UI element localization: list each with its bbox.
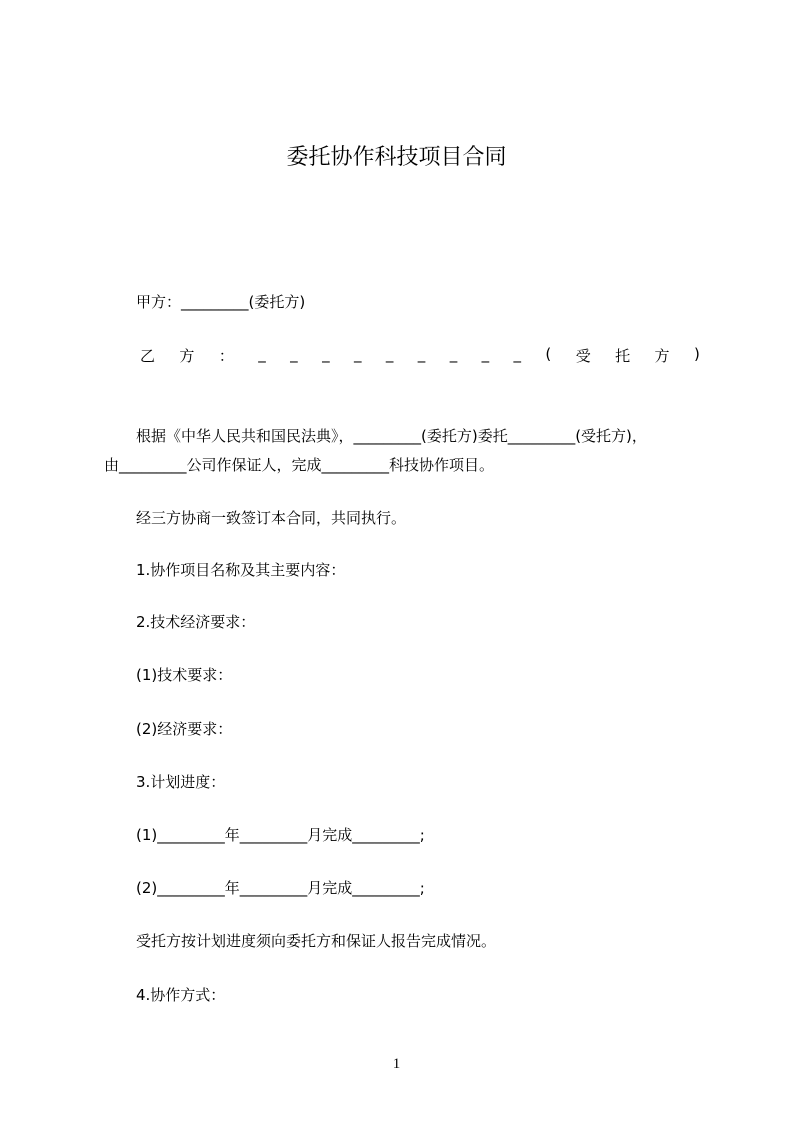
party-b-char: 乙 (140, 347, 156, 365)
party-b-blank: _ (513, 345, 522, 363)
party-b-char: 受 (575, 347, 591, 365)
party-b-char: 方 (654, 347, 670, 365)
item-4: 4.协作方式： (136, 986, 226, 1004)
agreement-line: 经三方协商一致签订本合同，共同执行。 (136, 509, 407, 527)
item-3: 3.计划进度： (136, 773, 226, 791)
party-b-char: ) (693, 345, 700, 363)
party-b-blank: _ (417, 345, 426, 363)
party-b-blank: _ (290, 345, 298, 363)
party-a-line: 甲方：_________(委托方) (136, 293, 306, 311)
party-b-blank: _ (258, 345, 266, 363)
party-b-blank: _ (353, 345, 362, 363)
item-3-1: (1)_________年_________月完成_________; (136, 826, 425, 844)
item-2-1: (1)技术要求： (136, 666, 233, 684)
document-title: 委托协作科技项目合同 (286, 145, 507, 170)
item-2: 2.技术经济要求： (136, 613, 256, 631)
party-b-char: ： (218, 347, 234, 365)
report-line: 受托方按计划进度须向委托方和保证人报告完成情况。 (136, 932, 497, 950)
intro-line-1: 根据《中华人民共和国民法典》，_________(委托方)委托_________(受托方)， (136, 427, 647, 445)
party-b-blank: _ (385, 345, 394, 363)
party-b-blank: _ (322, 345, 330, 363)
item-1: 1.协作项目名称及其主要内容： (136, 561, 346, 579)
party-b-blank: _ (449, 345, 458, 363)
party-b-line (140, 345, 700, 366)
item-3-2: (2)_________年_________月完成_________; (136, 879, 425, 897)
page-number: 1 (392, 1056, 401, 1072)
party-b-blank: _ (481, 345, 490, 363)
item-2-2: (2)经济要求： (136, 720, 233, 738)
party-b-char: 方 (179, 347, 195, 365)
intro-line-2: 由_________公司作保证人，完成_________科技协作项目。 (104, 456, 495, 474)
party-b-char: 托 (615, 347, 631, 365)
party-b-char: ( (545, 345, 552, 363)
